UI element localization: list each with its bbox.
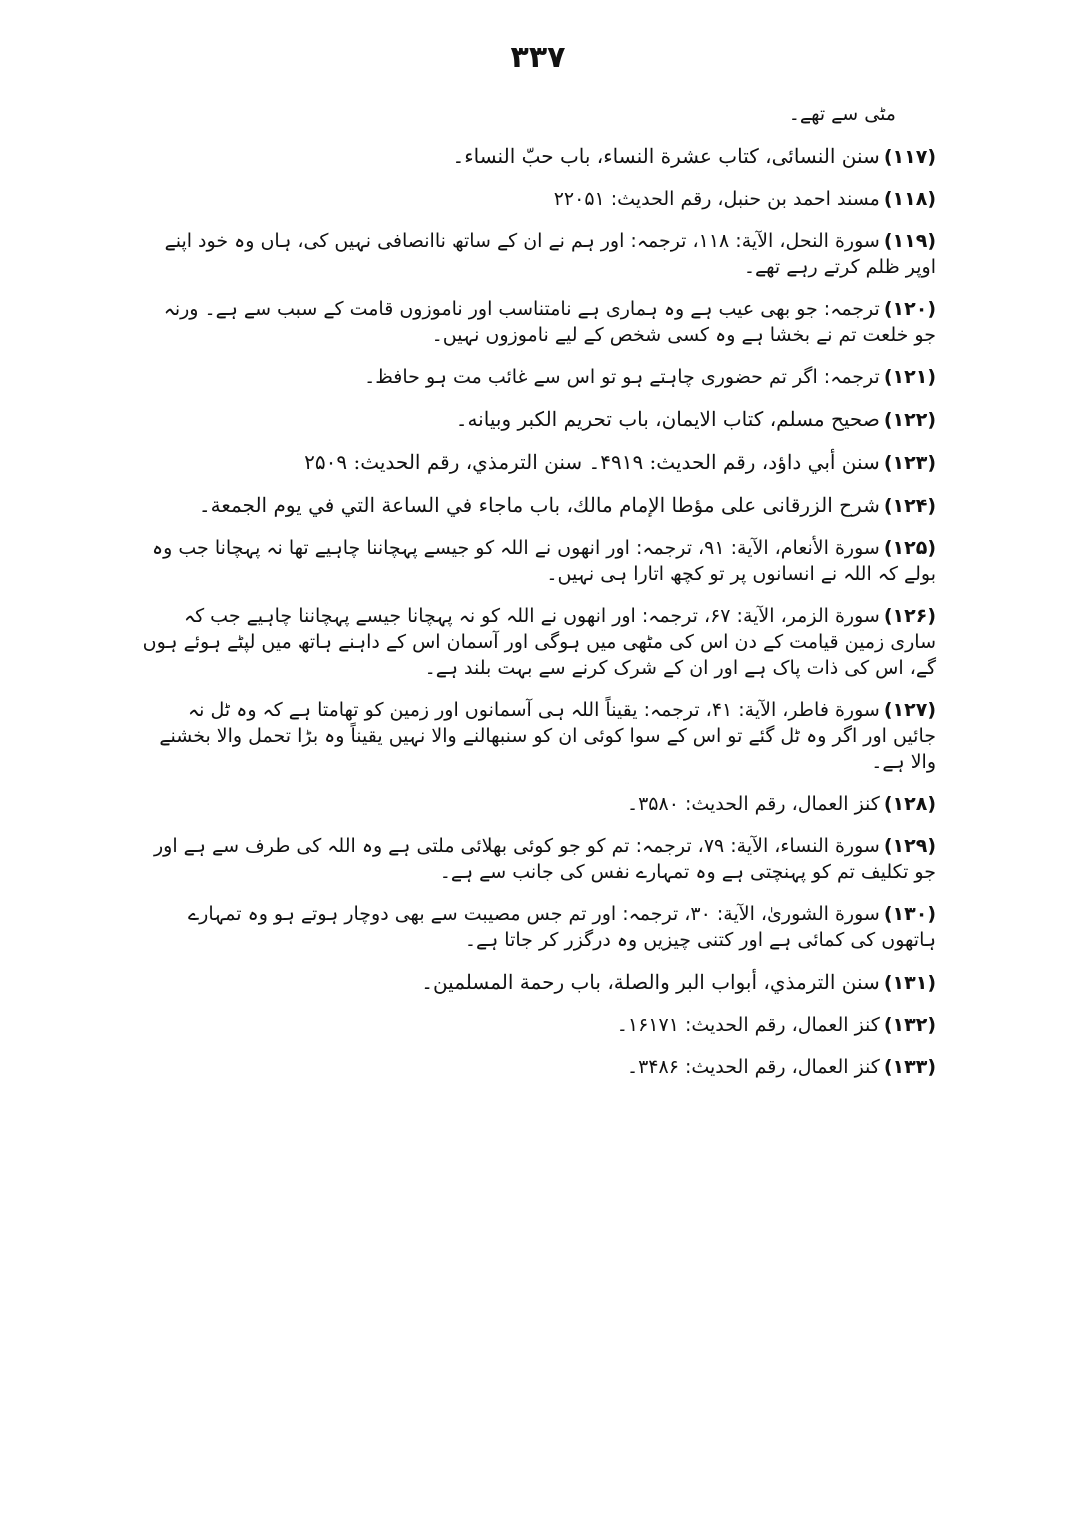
note-marker: (۱۲۳) <box>883 452 936 474</box>
note-text: سورة الأنعام، الآیة: ۹۱، ترجمہ: اور انھوں نے اللہ کو جیسے پہچاننا چاہیے تھا نہ پہچانا جب وہ بولے کہ اللہ نے انسانوں پر تو کچھ اتارا ہی نہیں۔ <box>152 537 936 585</box>
note-131 <box>140 969 936 996</box>
note-text: کنز العمال، رقم الحدیث: ۳۵۸۰۔ <box>626 793 880 815</box>
note-text: مسند احمد بن حنبل، رقم الحدیث: ۲۲۰۵۱ <box>553 188 880 210</box>
note-text: کنز العمال، رقم الحدیث: ۱۶۱۷۱۔ <box>616 1014 880 1036</box>
note-marker: (۱۲۸) <box>883 793 936 815</box>
note-marker: (۱۲۰) <box>883 298 936 320</box>
endnotes <box>140 101 936 1080</box>
note-marker: (۱۱۹) <box>883 230 936 252</box>
note-129 <box>140 833 936 885</box>
note-120 <box>140 296 936 348</box>
note-intro: مٹی سے تھے۔ <box>788 103 896 125</box>
note-marker: (۱۲۲) <box>883 409 936 431</box>
note-text: ترجمہ: اگر تم حضوری چاہتے ہو تو اس سے غائب مت ہو حافظ۔ <box>364 366 880 388</box>
note-127 <box>140 697 936 775</box>
note-121 <box>140 364 936 390</box>
note-123 <box>140 449 936 476</box>
note-text: صحیح مسلم، کتاب الایمان، باب تحریم الکبر وبیانه۔ <box>455 407 880 431</box>
note-130 <box>140 901 936 953</box>
note-marker: (۱۲۴) <box>883 495 936 517</box>
note-118 <box>140 186 936 212</box>
note-128 <box>140 791 936 817</box>
note-marker: (۱۲۷) <box>883 699 936 721</box>
note-text: سنن النسائی، کتاب عشرة النساء، باب حبّ النساء۔ <box>452 144 880 168</box>
note-122 <box>140 406 936 433</box>
note-text: ترجمہ: جو بھی عیب ہے وہ ہماری ہے نامتناسب اور ناموزوں قامت کے سبب سے ہے۔ ورنہ جو خلعت تم نے بخشا ہے وہ کسی شخص کے لیے ناموزوں نہیں۔ <box>163 298 936 346</box>
note-marker: (۱۲۹) <box>883 835 936 857</box>
note-text: سنن أبي داؤد، رقم الحديث: ۴۹۱۹۔ سنن الترمذي، رقم الحديث: ۲۵۰۹ <box>304 450 880 474</box>
note-119 <box>140 228 936 280</box>
note-text: سورة النحل، الآیة: ۱۱۸، ترجمہ: اور ہم نے ان کے ساتھ ناانصافی نہیں کی، ہاں وہ خود اپنے اوپر ظلم کرتے رہے تھے۔ <box>164 230 936 278</box>
note-marker: (۱۲۵) <box>883 537 936 559</box>
page-number: ۳۳۷ <box>510 40 566 75</box>
note-125 <box>140 535 936 587</box>
note-marker: (۱۱۸) <box>883 188 936 210</box>
note-marker: (۱۲۶) <box>883 605 936 627</box>
note-marker: (۱۲۱) <box>883 366 936 388</box>
note-text: سورة فاطر، الآیة: ۴۱، ترجمہ: یقیناً اللہ ہی آسمانوں اور زمین کو تھامتا ہے کہ وہ ٹل نہ جائیں اور اگر وہ ٹل گئے تو اس کے سوا کوئی ان کو سنبھالنے والا نہیں یقیناً وہ بڑا تحمل والا بخشنے والا ہے۔ <box>159 699 936 773</box>
note-text: کنز العمال، رقم الحدیث: ۳۴۸۶۔ <box>626 1056 880 1078</box>
note-132 <box>140 1012 936 1038</box>
note-text: سورة الشوریٰ، الآیة: ۳۰، ترجمہ: اور تم جس مصیبت سے بھی دوچار ہوتے ہو وہ تمہارے ہاتھوں کی کمائی ہے اور کتنی چیزیں وہ درگزر کر جاتا ہے۔ <box>188 903 936 951</box>
note-marker: (۱۳۳) <box>883 1056 936 1078</box>
note-117 <box>140 143 936 170</box>
note-marker: (۱۳۱) <box>883 972 936 994</box>
note-133 <box>140 1054 936 1080</box>
note-text: شرح الزرقانی علی مؤطا الإمام مالك، باب ماجاء في الساعة التي في يوم الجمعة۔ <box>198 493 880 517</box>
note-text: سنن الترمذي، أبواب البر والصلة، باب رحمة المسلمين۔ <box>421 970 880 994</box>
note-marker: (۱۳۰) <box>883 903 936 925</box>
note-marker: (۱۳۲) <box>883 1014 936 1036</box>
note-text: سورة الزمر، الآیة: ۶۷، ترجمہ: اور انھوں نے اللہ کو نہ پہچانا جیسے پہچاننا چاہیے جب کہ ساری زمین قیامت کے دن اس کی مٹھی میں ہوگی اور آسمان اس کے داہنے ہاتھ میں لپٹے ہوئے ہوں گے، اس کی ذات پاک ہے اور ان کے شرک کرنے سے بہت بلند ہے۔ <box>142 605 936 679</box>
note-124 <box>140 492 936 519</box>
note-126 <box>140 603 936 681</box>
note-marker: (۱۱۷) <box>883 146 936 168</box>
note-text: سورة النساء، الآیة: ۷۹، ترجمہ: تم کو جو کوئی بھلائی ملتی ہے وہ اللہ کی طرف سے ہے اور جو تکلیف تم کو پہنچتی ہے وہ تمہارے نفس کی جانب سے ہے۔ <box>153 835 936 883</box>
